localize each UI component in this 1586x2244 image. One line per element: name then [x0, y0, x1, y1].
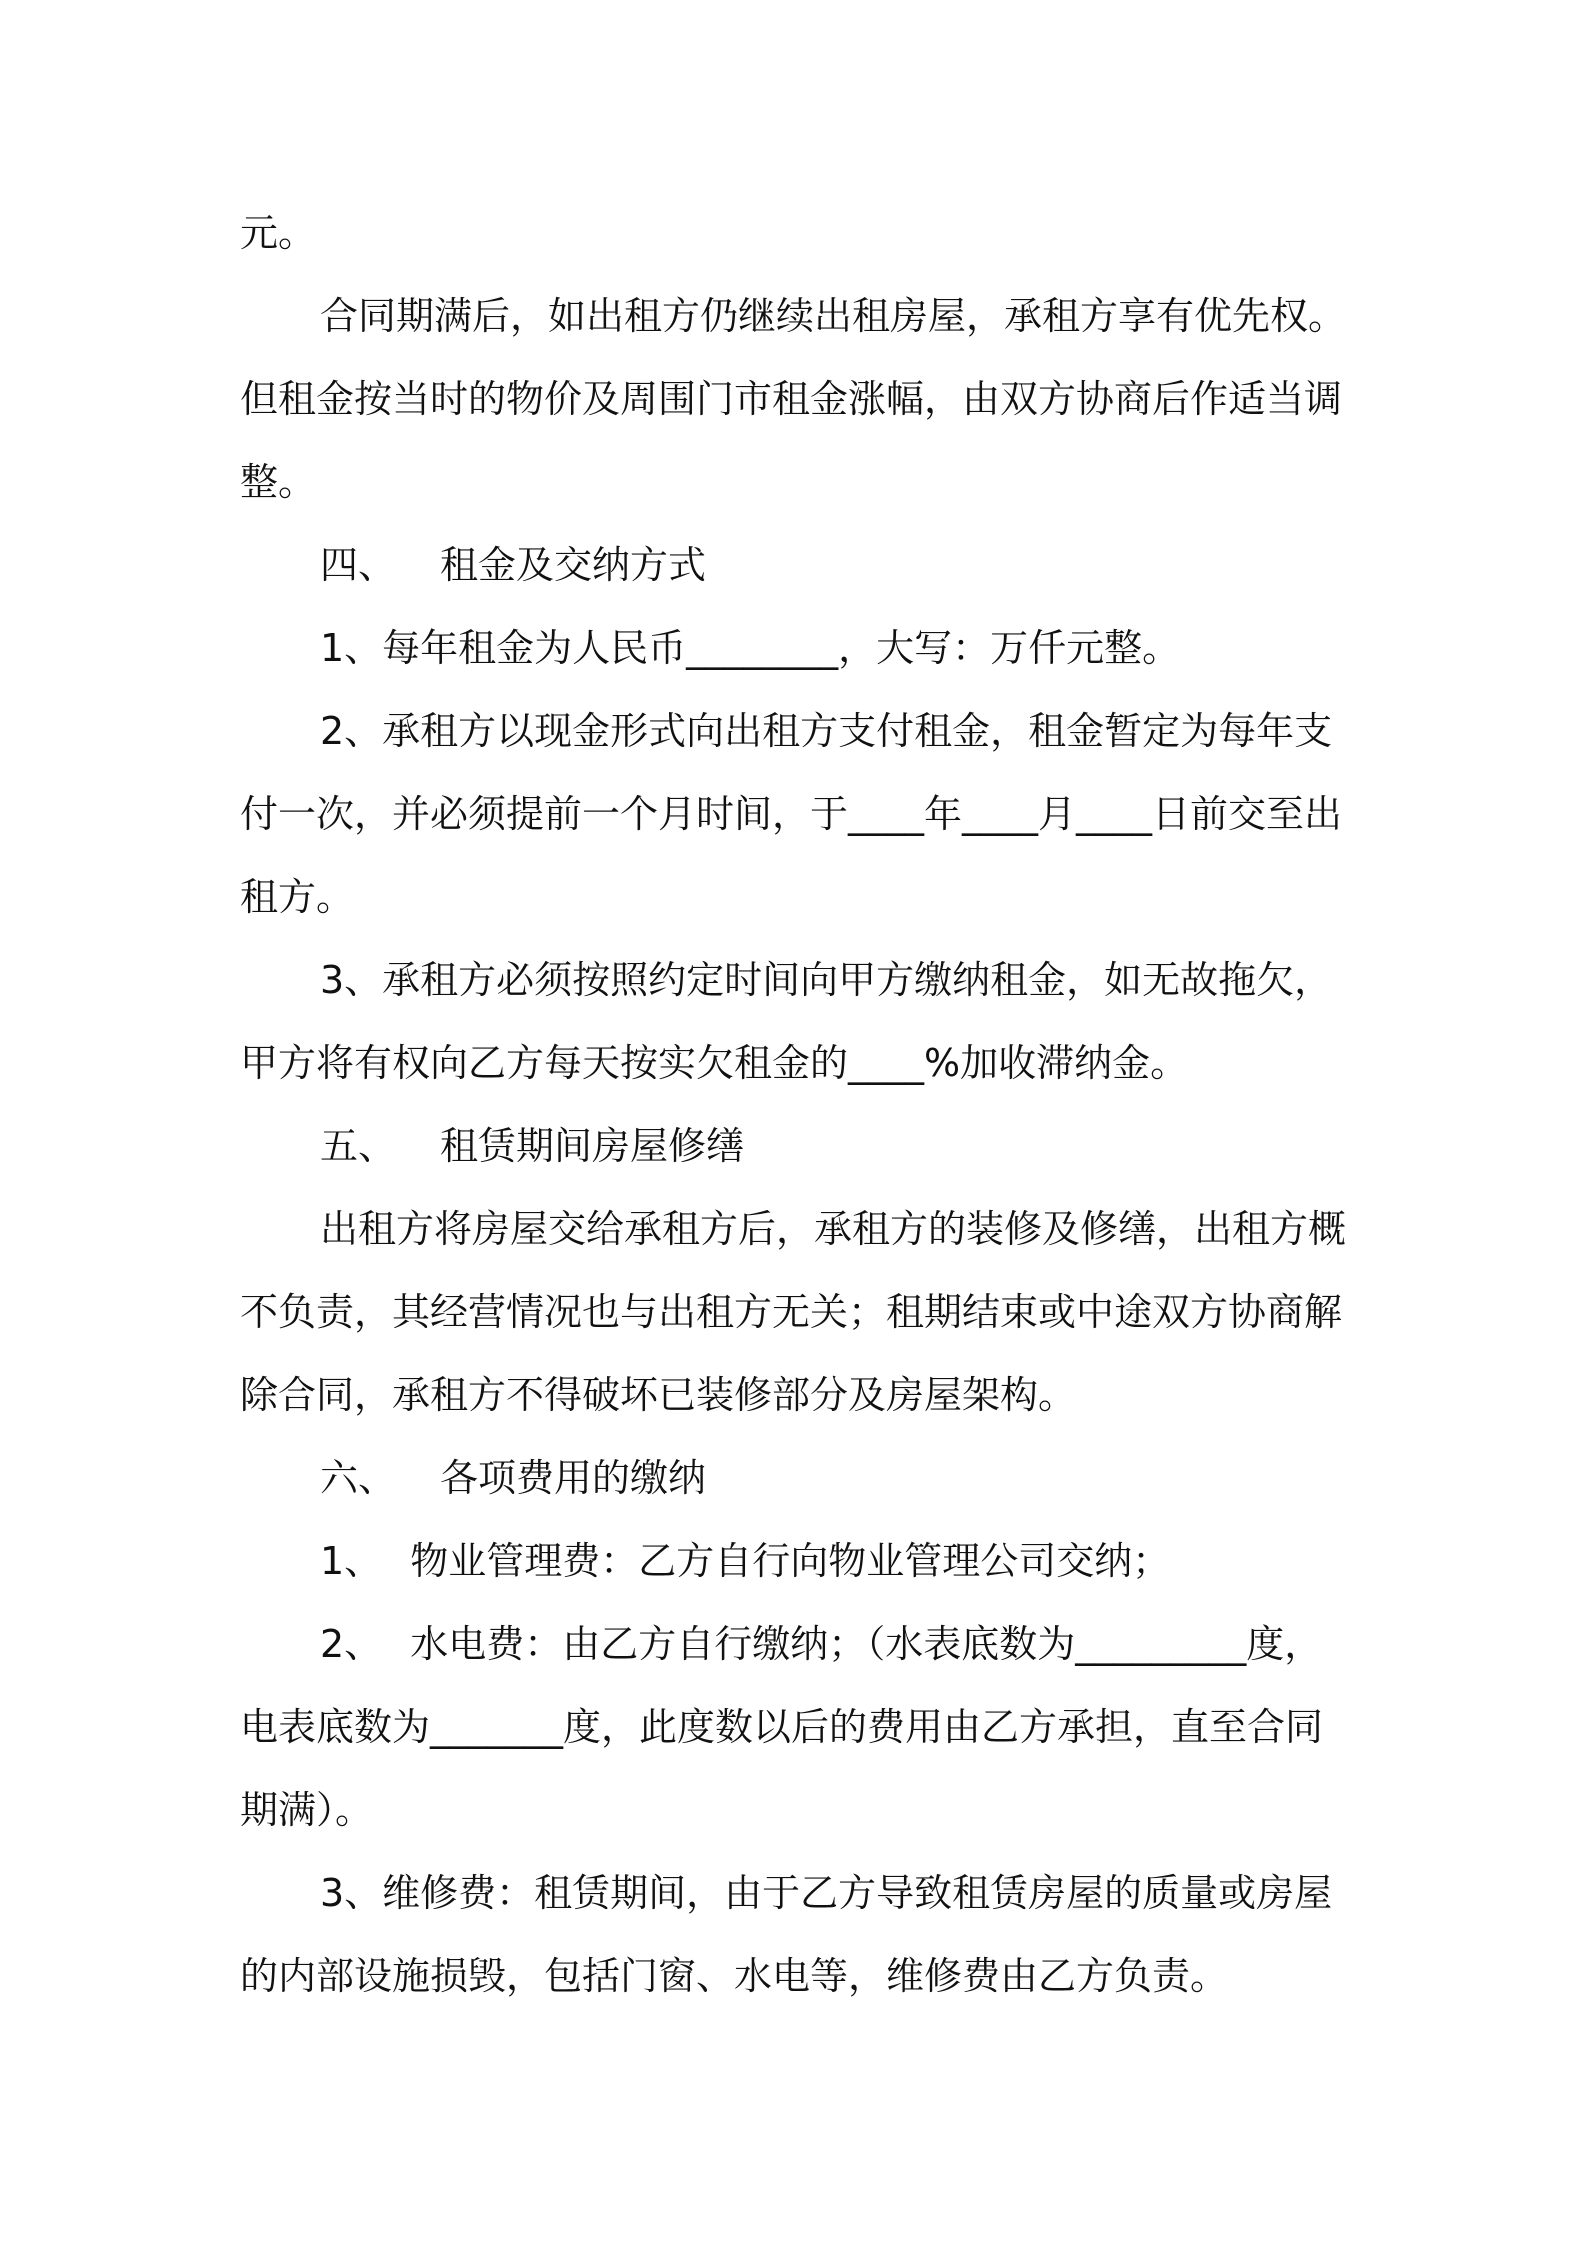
paragraph-5: 出租方将房屋交给承租方后，承租方的装修及修缮，出租方概不负责，其经营情况也与出租方无关；租期结束或中途双方协商解除合同，承租方不得破坏已装修部分及房屋架构。 — [240, 1207, 1347, 1417]
section-heading-5 — [240, 1105, 1360, 1188]
paragraph-4-1: 1、每年租金为人民币________，大写：万仟元整。 — [320, 626, 1181, 670]
paragraph-6-3: 3、维修费：租赁期间，由于乙方导致租赁房屋的质量或房屋的内部设施损毁，包括门窗、水电等，维修费由乙方负责。 — [240, 1871, 1333, 1998]
item-text: 物业管理费：乙方自行向物业管理公司交纳； — [410, 1539, 1171, 1583]
item-number: 2、 — [320, 1622, 383, 1666]
document-body — [240, 192, 1360, 2018]
paragraph-yuan: 元。 — [240, 211, 317, 255]
item-text: 水电费：由乙方自行缴纳；（水表底数为_________度，电表底数为_______度，此度数以后的费用由乙方承担，直至合同期满）。 — [240, 1622, 1324, 1832]
section-heading-6 — [240, 1437, 1360, 1520]
paragraph-renewal: 合同期满后，如出租方仍继续出租房屋，承租方享有优先权。但租金按当时的物价及周围门市租金涨幅，由双方协商后作适当调整。 — [240, 294, 1347, 504]
section-number: 六、 — [320, 1456, 397, 1500]
section-title: 租金及交纳方式 — [440, 543, 707, 587]
paragraph-6-2 — [240, 1603, 1360, 1852]
paragraph-4-2: 2、承租方以现金形式向出租方支付租金，租金暂定为每年支付一次，并必须提前一个月时间，于____年____月____日前交至出租方。 — [240, 709, 1343, 919]
paragraph-4-3: 3、承租方必须按照约定时间向甲方缴纳租金，如无故拖欠，甲方将有权向乙方每天按实欠租金的____%加收滞纳金。 — [240, 958, 1333, 1085]
section-number: 四、 — [320, 543, 397, 587]
section-heading-4 — [240, 524, 1360, 607]
item-number: 1、 — [320, 1539, 383, 1583]
section-title: 各项费用的缴纳 — [440, 1456, 707, 1500]
section-number: 五、 — [320, 1124, 397, 1168]
paragraph-6-1 — [240, 1520, 1360, 1603]
section-title: 租赁期间房屋修缮 — [440, 1124, 745, 1168]
